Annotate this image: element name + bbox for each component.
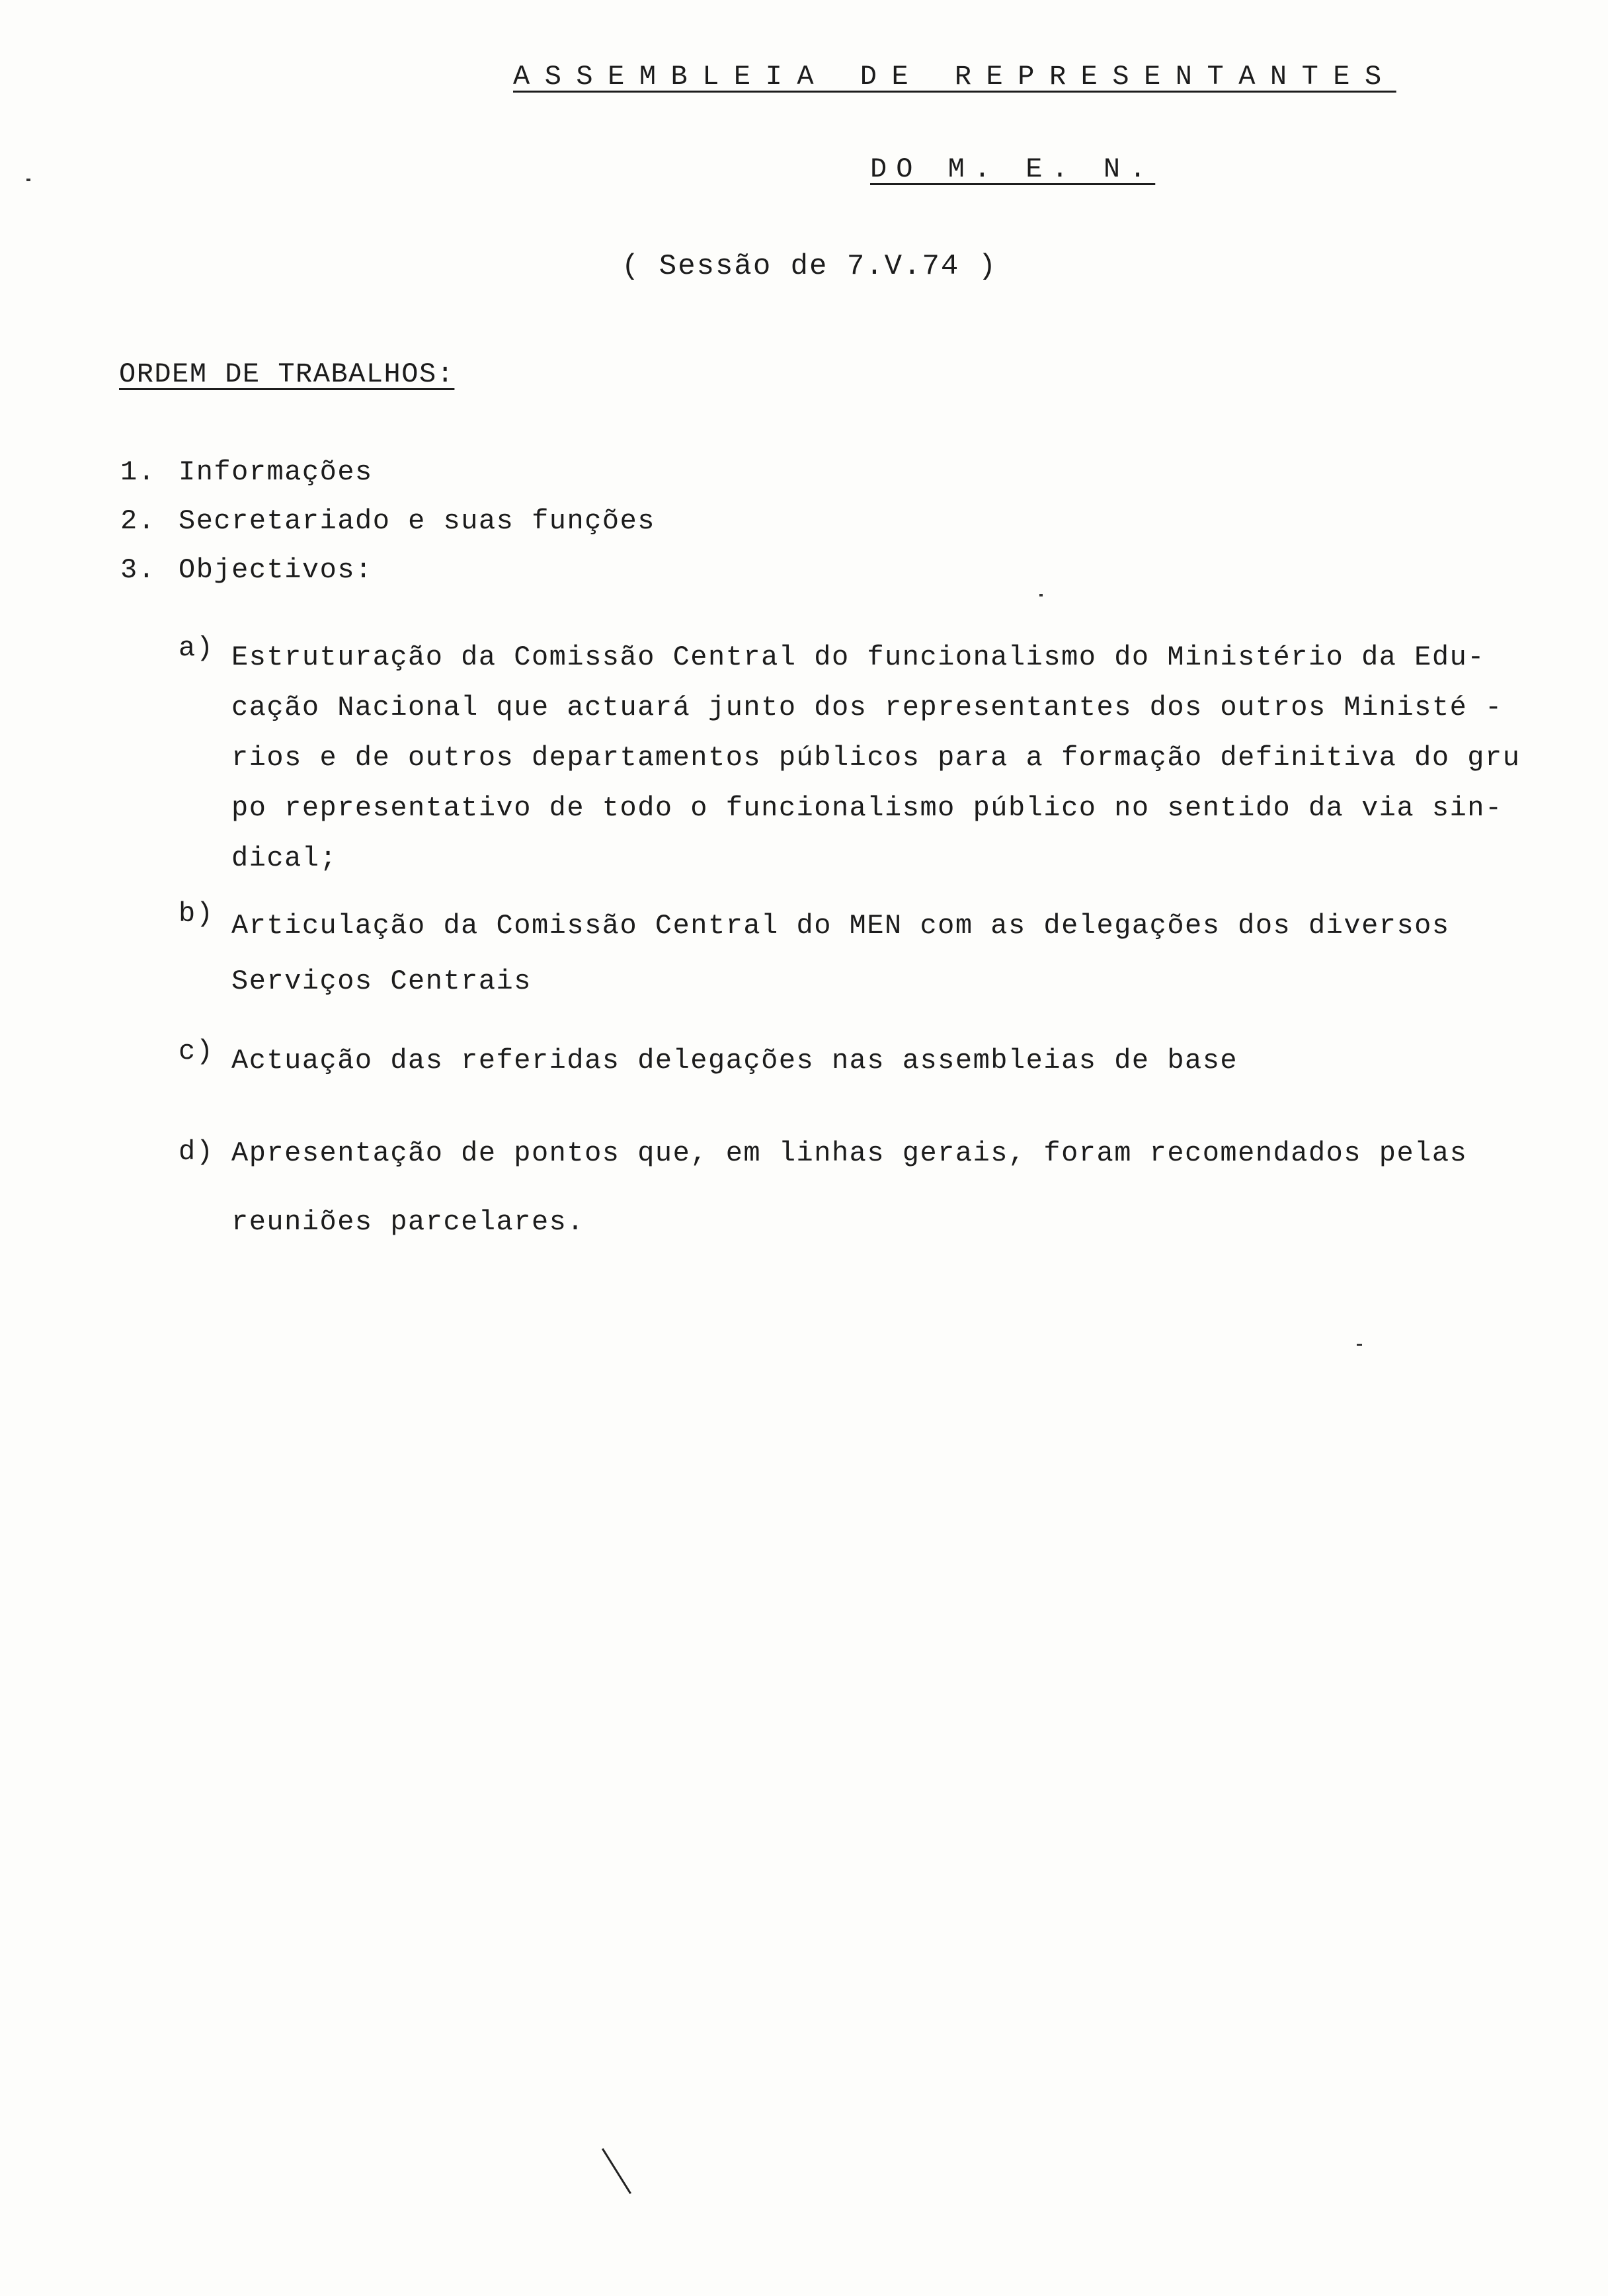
objective-label: d) — [179, 1136, 214, 1168]
agenda-item-number: 2. — [120, 505, 156, 537]
document-title: ASSEMBLEIA DE REPRESENTANTES — [513, 61, 1396, 93]
objective-label: c) — [179, 1036, 214, 1067]
objective-text: Actuação das referidas delegações nas assembleias de base — [231, 1045, 1238, 1077]
scan-speck — [1039, 594, 1043, 596]
scan-speck — [26, 179, 30, 181]
agenda-item-text: Secretariado e suas funções — [179, 505, 656, 537]
stray-pen-mark — [602, 2148, 631, 2194]
document-subtitle: DO M. E. N. — [870, 153, 1156, 185]
scan-speck — [1357, 1344, 1362, 1346]
agenda-heading: ORDEM DE TRABALHOS: — [119, 358, 455, 390]
objective-text: Articulação da Comissão Central do MEN com as delegações dos diversos Serviços Centrais — [231, 910, 1450, 997]
agenda-item-text: Informações — [179, 456, 373, 488]
objective-text: Apresentação de pontos que, em linhas gerais, foram recomendados pelas reuniões parcelares. — [231, 1137, 1468, 1238]
agenda-item-text: Objectivos: — [179, 554, 373, 586]
session-date: ( Sessão de 7.V.74 ) — [622, 250, 998, 283]
agenda-item — [120, 554, 373, 586]
agenda-item — [120, 456, 373, 488]
objective-label: b) — [179, 898, 214, 930]
agenda-item-number: 1. — [120, 456, 156, 488]
agenda-item-number: 3. — [120, 554, 156, 586]
objective-text: Estruturação da Comissão Central do funcionalismo do Ministério da Edu- cação Nacional que actuará junto dos representantes dos outros Ministé - rios e de outros departamentos públicos para a formação definitiva do gru po representativo de todo o funcionalismo público no sentido da via sin- dical; — [231, 641, 1521, 874]
agenda-item — [120, 505, 655, 537]
objective-label: a) — [179, 632, 214, 664]
